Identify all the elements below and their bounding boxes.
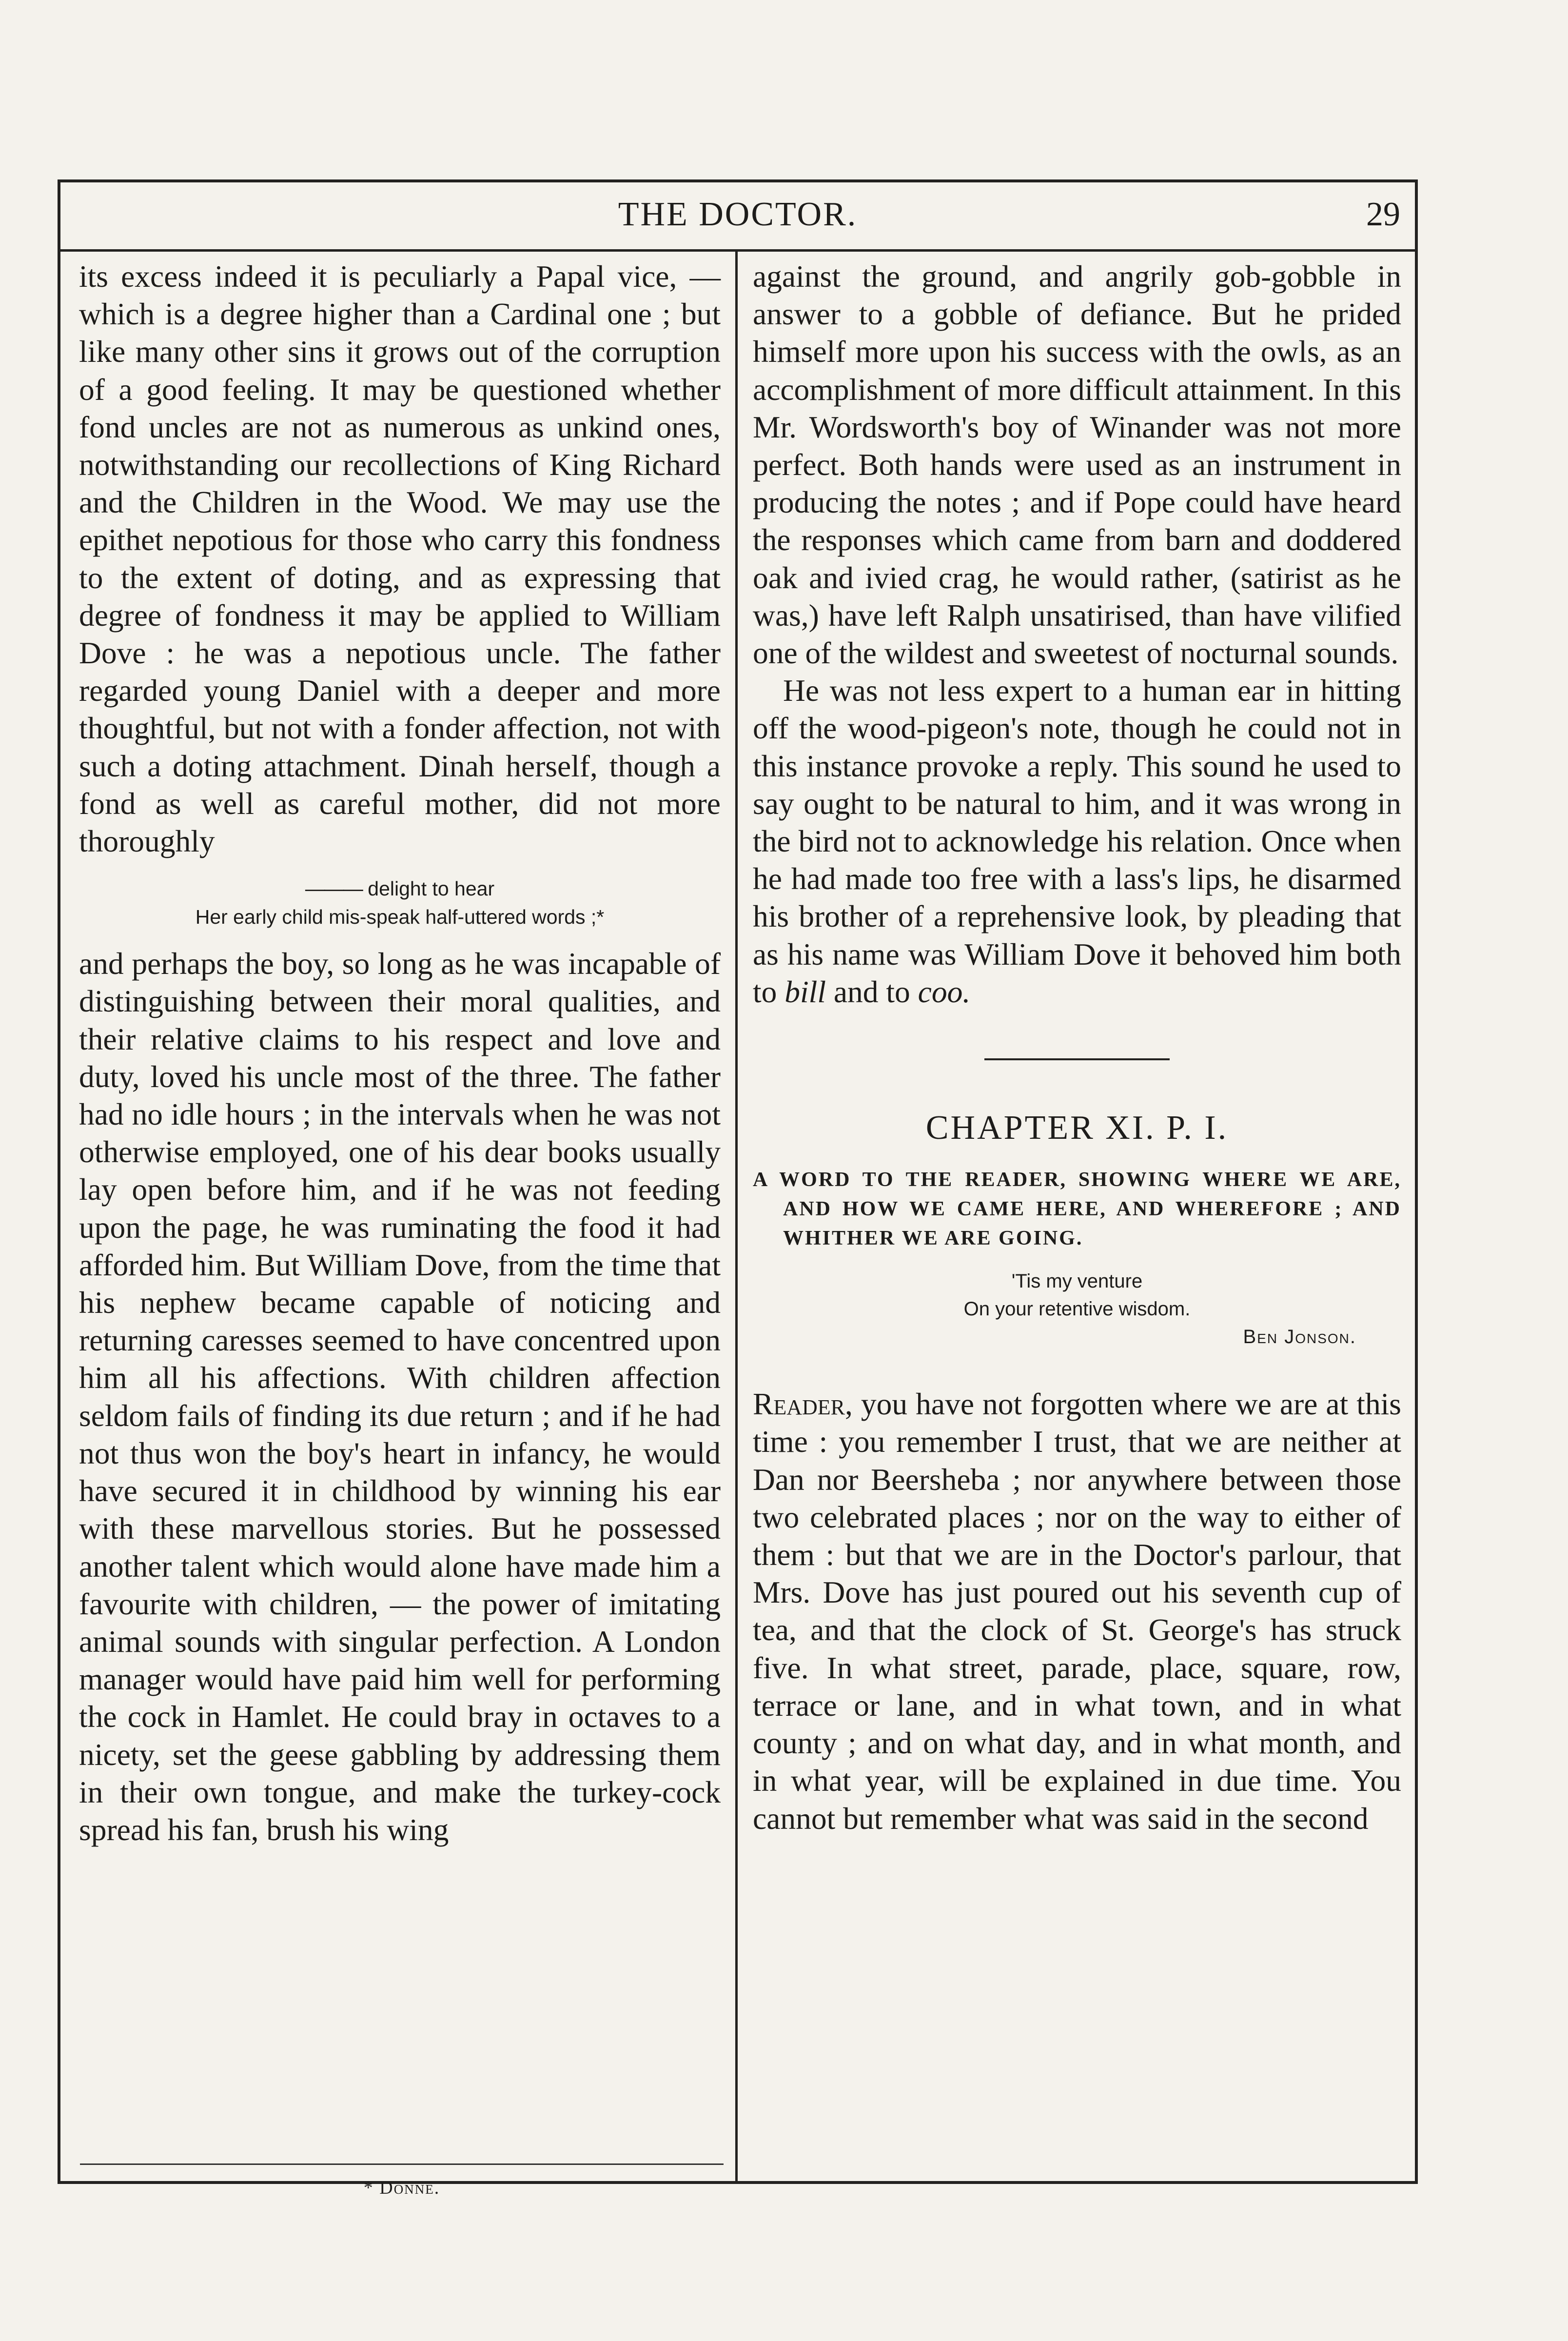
page-frame <box>58 179 1418 2198</box>
epigraph-author: Ben Jonson. <box>1243 1326 1356 1348</box>
running-header <box>60 182 1415 252</box>
reader-lead-word: Reader, <box>753 1387 853 1422</box>
chapter-rule <box>984 1058 1170 1060</box>
right-paragraph-2 <box>753 672 1401 1011</box>
right-paragraph-3 <box>753 1385 1401 1837</box>
right-paragraph-1: against the ground, and angrily gob-gobble in answer to a gobble of defiance. But he prided himself more upon his success with the owls, as an accomplishment of more difficult attainment. In this Mr. Wordsworth's boy of Winander was not more perfect. Both hands were used as an instrument in producing the notes ; and if Pope could have heard the responses which came from barn and doddered oak and ivied crag, he would rather, (satirist as he was,) have left Ralph unsatirised, than have vilified one of the wildest and sweetest of nocturnal sounds. <box>753 259 1401 671</box>
epigraph <box>753 1268 1401 1351</box>
page-number: 29 <box>1366 196 1400 233</box>
epigraph-line-1: 'Tis my venture <box>1011 1270 1143 1292</box>
chapter-summary: A WORD TO THE READER, SHOWING WHERE WE ARE, AND HOW WE CAME HERE, AND WHEREFORE ; AND WHITHER WE ARE GOING. <box>753 1169 1401 1250</box>
left-paragraph-1: its excess indeed it is peculiarly a Papal vice, — which is a degree higher than a Cardinal one ; but like many other sins it grows out of the corruption of a good feeling. It may be questioned whether fond uncles are not as numerous as unkind ones, notwithstanding our recollections of King Richard and the Children in the Wood. We may use the epithet nepotious for those who carry this fondness to the extent of doting, and as expressing that degree of fondness it may be applied to William Dove : he was a nepotious uncle. The father regarded young Daniel with a deeper and more thoughtful, but not with a fonder affection, not with such a doting attachment. Dinah herself, though a fond as well as careful mother, did not more thoroughly <box>79 259 721 859</box>
footnote-rule <box>80 2163 724 2165</box>
italic-bill: bill <box>784 974 826 1009</box>
right-paragraph-2-and: and to <box>833 974 910 1009</box>
right-column <box>753 258 1401 1837</box>
running-title: THE DOCTOR. <box>618 196 858 233</box>
right-paragraph-3-text: you have not forgotten where we are at this time : you remember I trust, that we are neither at Dan nor Beersheba ; nor anywhere between those two celebrated places ; nor on the way to either of them : but that we are in the Doctor's parlour, that Mrs. Dove has just poured out his seventh cup of tea, and that the clock of St. George's has struck five. In what street, parade, place, square, row, terrace or lane, and in what town, and in what county ; and on what day, and in what month, and in what year, will be explained in due time. You cannot but remember what was said in the second <box>753 1387 1401 1836</box>
verse-line-2: Her early child mis-speak half-uttered words ;* <box>195 906 605 929</box>
verse-dash: ——— <box>305 877 362 900</box>
italic-coo: coo. <box>918 974 971 1009</box>
footnote: * Donne. <box>363 2178 440 2198</box>
verse-quotation <box>79 874 721 931</box>
left-paragraph-2: and perhaps the boy, so long as he was incapable of distinguishing between their moral qualities, and their relative claims to his respect and love and duty, loved his uncle most of the three. The father had no idle hours ; in the intervals when he was not otherwise employed, one of his dear books usually lay open before him, and if he was not feeding upon the page, he was ruminating the food it had afforded him. But William Dove, from the time that his nephew became capable of noticing and returning caresses seemed to have concentred upon him all his affections. With children affection seldom fails of finding its due return ; and if he had not thus won the boy's heart in infancy, he would have secured it in childhood by winning his ear with these marvellous stories. But he possessed another talent which would alone have made him a favourite with children, — the power of imitating animal sounds with singular perfection. A London manager would have paid him well for performing the cock in Hamlet. He could bray in octaves to a nicety, set the geese gabbling by addressing them in their own tongue, and make the turkey-cock spread his fan, brush his wing <box>79 946 721 1847</box>
right-paragraph-2-text: He was not less expert to a human ear in hitting off the wood-pigeon's note, though he could not in this instance provoke a reply. This sound he used to say ought to be natural to him, and it was wrong in the bird not to acknowledge his relation. Once when he had made too free with a lass's lips, he disarmed his brother of a reprehensive look, by pleading that as his name was William Dove it behoved him both to <box>753 673 1401 1009</box>
epigraph-line-2: On your retentive wisdom. <box>963 1298 1191 1320</box>
verse-line-1: delight to hear <box>368 877 495 900</box>
chapter-title: CHAPTER XI. P. I. <box>925 1109 1229 1147</box>
left-column <box>79 258 721 1848</box>
column-divider <box>735 252 738 2181</box>
